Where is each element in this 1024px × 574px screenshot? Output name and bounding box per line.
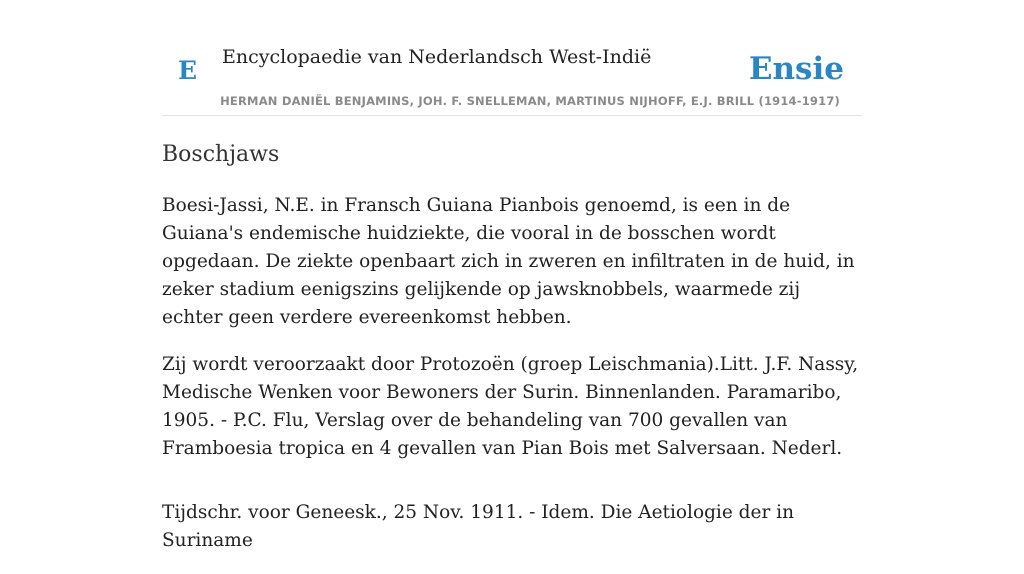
- site-logo-mark[interactable]: E: [178, 56, 198, 85]
- encyclopedia-title[interactable]: Encyclopaedie van Nederlandsch West-Indië: [222, 46, 652, 68]
- article-paragraph: Zij wordt veroorzaakt door Protozoën (groep Leischmania).Litt. J.F. Nassy, Medische Wenken voor Bewoners der Surin. Binnenlanden. Paramaribo, 1905. - P.C. Flu, Verslag over de behandeling van 700 gevallen van Framboesia tropica en 4 gevallen van Pian Bois met Salversaan. Nederl.: [162, 354, 859, 459]
- article: [162, 140, 862, 574]
- article-title: Boschjaws: [162, 142, 280, 167]
- site-header: [162, 36, 862, 116]
- authors-byline: HERMAN DANIËL BENJAMINS, JOH. F. SNELLEMAN, MARTINUS NIJHOFF, E.J. BRILL (1914-1917): [220, 94, 840, 108]
- article-paragraph: Boesi-Jassi, N.E. in Fransch Guiana Pianbois genoemd, is een in de Guiana's endemische huidziekte, die vooral in de bosschen wordt opgedaan. De ziekte openbaart zich in zweren en infiltraten in de huid, in zeker stadium eenigszins gelijkende op jawsknobbels, waarmede zij echter geen verdere evereenkomst hebben.: [162, 195, 855, 328]
- article-paragraph: Tijdschr. voor Geneesk., 25 Nov. 1911. - Idem. Die Aetiologie der in Suriname: [162, 502, 795, 551]
- ensie-brand-logo[interactable]: Ensie: [748, 51, 844, 87]
